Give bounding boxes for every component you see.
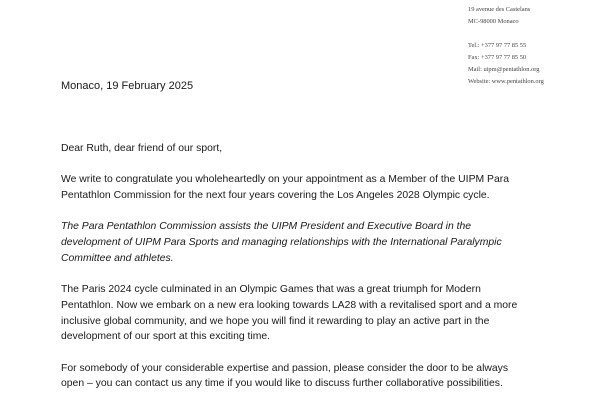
paragraph-line: inclusive global community, and we hope you will find it rewarding to play an active part in the <box>61 315 490 327</box>
paragraph-commission-description <box>61 219 591 266</box>
paragraph-open-door <box>61 361 591 392</box>
address-line-street: 19 avenue des Castelans <box>468 6 531 13</box>
paragraph-line: Pentathlon. Now we embark on a new era looking towards LA28 with a revitalised sport and a more <box>61 299 518 311</box>
paragraph-line: The Para Pentathlon Commission assists the UIPM President and Executive Board in the <box>61 221 472 233</box>
telephone-number: Tel.: +377 97 77 85 55 <box>468 42 527 49</box>
salutation-line: Dear Ruth, dear friend of our sport, <box>61 143 223 154</box>
paragraph-line: We write to congratulate you wholeheartedly on your appointment as a Member of the UIPM Para <box>61 174 509 186</box>
paragraph-line: Pentathlon Commission for the next four years covering the Los Angeles 2028 Olympic cycle. <box>61 190 490 202</box>
website-address: Website: www.pentathlon.org <box>468 78 544 85</box>
fax-number: Fax: +377 97 77 85 50 <box>468 54 527 61</box>
address-line-city: MC-98000 Monaco <box>468 18 519 25</box>
paragraph-congratulations <box>61 172 591 203</box>
paragraph-line: development of UIPM Para Sports and managing relationships with the International Paralympic <box>61 237 502 249</box>
salutation <box>61 141 591 157</box>
letter-date: Monaco, 19 February 2025 <box>61 80 194 92</box>
paragraph-line: development of our sport at this exciting time. <box>61 331 271 343</box>
letterhead-spacer <box>468 28 596 40</box>
email-address: Mail: uipm@pentathlon.org <box>468 66 540 73</box>
letter-body <box>61 141 591 408</box>
paragraph-paris-cycle <box>61 282 591 345</box>
paragraph-line: open – you can contact us any time if you would like to discuss further collaborative possibilities. <box>61 378 503 390</box>
letterhead-contact-block <box>468 4 596 88</box>
paragraph-line: Committee and athletes. <box>61 252 174 264</box>
paragraph-line: For somebody of your considerable expertise and passion, please consider the door to be always <box>61 362 509 374</box>
paragraph-line: The Paris 2024 cycle culminated in an Olympic Games that was a great triumph for Modern <box>61 284 481 296</box>
